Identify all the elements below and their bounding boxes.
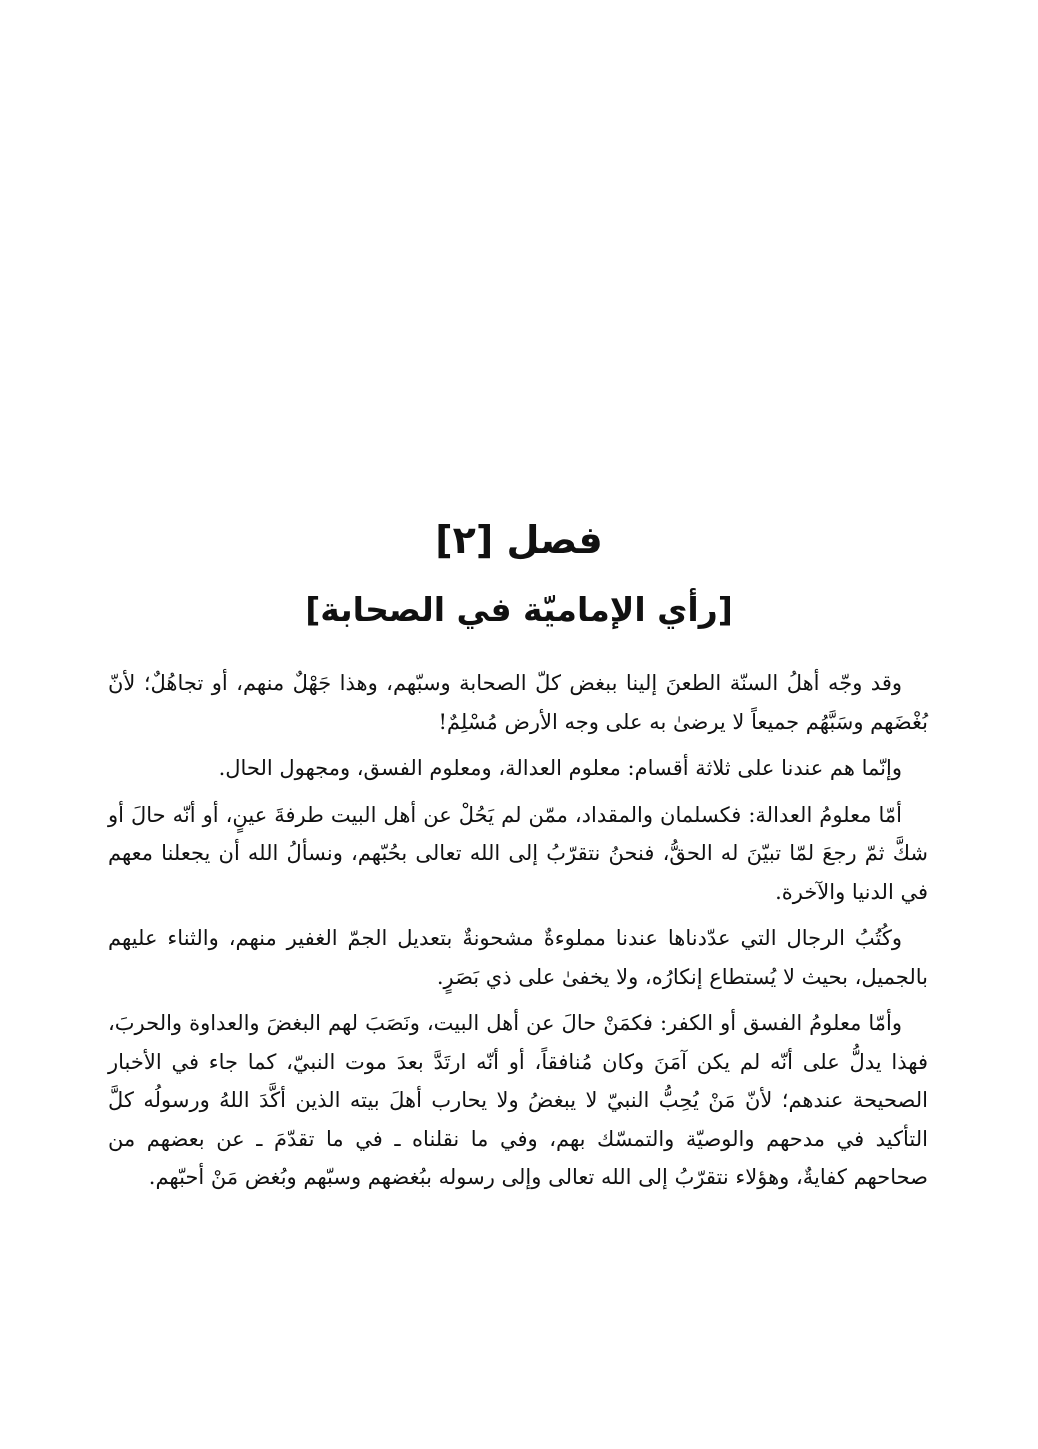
- chapter-title: فصل [٢]: [435, 518, 603, 562]
- paragraph: وكُتُبُ الرجال التي عدّدناها عندنا مملوءةٌ مشحونةٌ بتعديل الجمّ الغفير منهم، والثناء عليهم بالجميل، بحيث لا يُستطاع إنكارُه، ولا يخفىٰ على ذي بَصَرٍ.: [108, 926, 928, 989]
- paragraph: أمّا معلومُ العدالة: فكسلمان والمقداد، ممّن لم يَحُلْ عن أهل البيت طرفةَ عينٍ، أو أنّه حالَ أو شكَّ ثمّ رجعَ لمّا تبيّنَ له الحقُّ، فنحنُ نتقرّبُ إلى الله تعالى بحُبّهم، ونسألُ الله أن يجعلنا معهم في الدنيا والآخرة.: [108, 802, 928, 904]
- chapter-subtitle: [رأي الإماميّة في الصحابة]: [305, 590, 733, 629]
- body-text: [108, 664, 928, 1205]
- paragraph: وأمّا معلومُ الفسق أو الكفر: فكمَنْ حالَ عن أهل البيت، ونَصَبَ لهم البغضَ والعداوة والحربَ، فهذا يدلُّ على أنّه لم يكن آمَنَ وكان مُنافقاً، أو أنّه ارتَدَّ بعدَ موت النبيّ، كما جاء في الأخبار الصحيحة عندهم؛ لأنّ مَنْ يُحِبُّ النبيّ لا يبغضُ ولا يحارب أهلَ بيته الذين أكَّدَ اللهُ ورسولُه كلَّ التأكيد في مدحهم والوصيّة والتمسّك بهم، وفي ما نقلناه ـ في ما تقدّمَ ـ عن بعضهم من صحاحهم كفايةٌ، وهؤلاء نتقرّبُ إلى الله تعالى وإلى رسوله ببُغضهم وسبّهم وبُغض مَنْ أحبّهم.: [108, 1011, 928, 1189]
- paragraph: وإنّما هم عندنا على ثلاثة أقسام: معلوم العدالة، ومعلوم الفسق، ومجهول الحال.: [218, 756, 902, 780]
- paragraph: وقد وجّه أهلُ السنّة الطعنَ إلينا ببغض كلّ الصحابة وسبّهم، وهذا جَهْلٌ منهم، أو تجاهُلٌ؛ لأنّ بُغْضَهم وسَبَّهُم جميعاً لا يرضىٰ به على وجه الأرض مُسْلِمٌ!: [108, 671, 928, 734]
